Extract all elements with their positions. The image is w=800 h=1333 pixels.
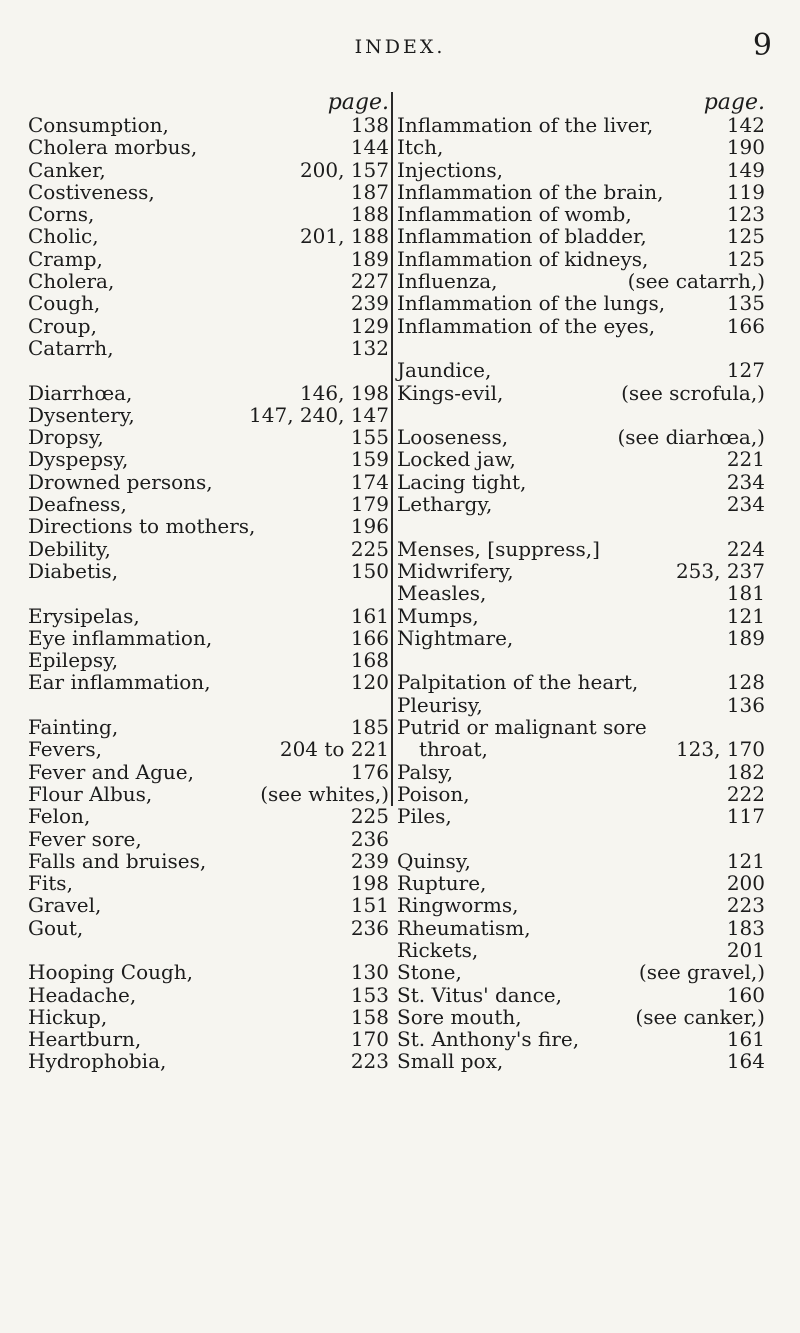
page-reference: 155 bbox=[350, 425, 389, 450]
index-term: Cramp, bbox=[28, 246, 103, 271]
index-entry bbox=[28, 203, 391, 225]
page-reference: 234 bbox=[726, 492, 765, 517]
index-term: Headache, bbox=[28, 982, 137, 1007]
page-reference: 142 bbox=[726, 113, 765, 137]
index-entry bbox=[28, 181, 391, 203]
page-number: 9 bbox=[752, 28, 772, 63]
index-term: Small pox, bbox=[397, 1049, 504, 1074]
index-entry bbox=[28, 783, 391, 805]
page-reference: 127 bbox=[726, 358, 765, 383]
index-term: Consumption, bbox=[28, 113, 169, 137]
column-divider bbox=[391, 92, 393, 806]
group-spacer bbox=[28, 694, 391, 716]
left-index-entries bbox=[28, 114, 391, 1073]
index-term: Lacing tight, bbox=[397, 469, 527, 494]
index-term: Falls and bruises, bbox=[28, 848, 207, 873]
index-term: Mumps, bbox=[397, 603, 479, 628]
left-index-column bbox=[28, 92, 391, 1073]
index-entry bbox=[397, 716, 767, 738]
index-term: Inflammation of bladder, bbox=[397, 224, 647, 249]
page-reference: 239 bbox=[350, 291, 389, 316]
page-reference: 234 bbox=[726, 469, 765, 494]
page-reference: 200 bbox=[726, 871, 765, 896]
index-entry bbox=[28, 292, 391, 314]
page-reference: 221 bbox=[726, 447, 765, 472]
index-entry bbox=[28, 560, 391, 582]
index-entry bbox=[397, 1028, 767, 1050]
page-reference: 182 bbox=[726, 759, 765, 784]
page-reference: 135 bbox=[726, 291, 765, 316]
page-column-label: page. bbox=[703, 90, 765, 115]
index-term: Palpitation of the heart, bbox=[397, 670, 639, 695]
index-entry bbox=[397, 984, 767, 1006]
index-term: Inflammation of kidneys, bbox=[397, 246, 649, 271]
page-reference: 129 bbox=[350, 313, 389, 338]
index-entry bbox=[397, 292, 767, 314]
index-entry bbox=[397, 471, 767, 493]
index-entry bbox=[28, 136, 391, 158]
index-entry bbox=[28, 605, 391, 627]
index-entry bbox=[397, 805, 767, 827]
index-term: Hydrophobia, bbox=[28, 1049, 167, 1074]
index-term: Corns, bbox=[28, 202, 95, 227]
index-term: Inflammation of the liver, bbox=[397, 113, 654, 137]
page-reference: (see canker,) bbox=[635, 1004, 765, 1029]
index-entry bbox=[28, 515, 391, 537]
index-term: Putrid or malignant sore bbox=[397, 715, 647, 740]
index-entry bbox=[28, 404, 391, 426]
index-term: throat, bbox=[419, 737, 488, 762]
running-title: INDEX. bbox=[354, 36, 446, 58]
page-reference: 164 bbox=[726, 1049, 765, 1074]
index-entry bbox=[397, 225, 767, 247]
index-entry bbox=[28, 961, 391, 983]
page-reference: 168 bbox=[350, 648, 389, 673]
page-reference: 121 bbox=[726, 603, 765, 628]
page-reference: 236 bbox=[350, 915, 389, 940]
index-entry bbox=[397, 961, 767, 983]
index-term: Dysentery, bbox=[28, 402, 135, 427]
group-spacer bbox=[397, 828, 767, 850]
index-term: Epilepsy, bbox=[28, 648, 119, 673]
group-spacer bbox=[28, 939, 391, 961]
index-entry bbox=[28, 984, 391, 1006]
index-term: Felon, bbox=[28, 804, 91, 829]
page-reference: 239 bbox=[350, 848, 389, 873]
index-entry bbox=[28, 1050, 391, 1072]
index-term: Palsy, bbox=[397, 759, 454, 784]
index-entry bbox=[397, 382, 767, 404]
index-entry bbox=[28, 738, 391, 760]
index-entry bbox=[397, 114, 767, 136]
page-reference: 153 bbox=[350, 982, 389, 1007]
index-entry bbox=[28, 382, 391, 404]
index-term: Cholera morbus, bbox=[28, 135, 198, 160]
index-entry bbox=[28, 225, 391, 247]
index-term: Dyspepsy, bbox=[28, 447, 129, 472]
page-reference: 227 bbox=[350, 269, 389, 294]
index-term: Catarrh, bbox=[28, 335, 114, 360]
index-entry bbox=[397, 738, 767, 760]
page-reference: (see catarrh,) bbox=[627, 269, 765, 294]
index-entry bbox=[397, 248, 767, 270]
page-reference: 147, 240, 147 bbox=[249, 402, 389, 427]
right-index-entries bbox=[397, 114, 767, 1073]
index-term: Looseness, bbox=[397, 425, 509, 450]
index-entry bbox=[28, 761, 391, 783]
page-reference: 151 bbox=[350, 893, 389, 918]
index-entry bbox=[397, 136, 767, 158]
page-reference: 222 bbox=[726, 781, 765, 806]
index-entry bbox=[397, 671, 767, 693]
page-reference: 146, 198 bbox=[299, 380, 389, 405]
index-term: Flour Albus, bbox=[28, 781, 153, 806]
index-term: Pleurisy, bbox=[397, 692, 483, 717]
page-reference: 196 bbox=[350, 514, 389, 539]
index-term: Gravel, bbox=[28, 893, 102, 918]
group-spacer bbox=[397, 649, 767, 671]
index-term: Injections, bbox=[397, 157, 503, 182]
page-reference: 225 bbox=[350, 804, 389, 829]
index-term: Rheumatism, bbox=[397, 915, 531, 940]
page-reference: 159 bbox=[350, 447, 389, 472]
group-spacer bbox=[28, 359, 391, 381]
page-reference: 204 to 221 bbox=[279, 737, 389, 762]
index-entry bbox=[28, 270, 391, 292]
page-reference: 117 bbox=[726, 804, 765, 829]
group-spacer bbox=[397, 404, 767, 426]
page-reference: 201 bbox=[726, 937, 765, 962]
page-reference: 189 bbox=[726, 625, 765, 650]
page-reference: (see scrofula,) bbox=[621, 380, 765, 405]
page-reference: 123 bbox=[726, 202, 765, 227]
page-reference: 200, 157 bbox=[299, 157, 389, 182]
index-term: Piles, bbox=[397, 804, 452, 829]
page-reference: 121 bbox=[726, 848, 765, 873]
index-entry bbox=[397, 270, 767, 292]
index-term: Cough, bbox=[28, 291, 101, 316]
page-reference: 160 bbox=[726, 982, 765, 1007]
index-entry bbox=[397, 694, 767, 716]
index-term: Diarrhœa, bbox=[28, 380, 133, 405]
index-entry bbox=[397, 203, 767, 225]
index-term: Drowned persons, bbox=[28, 469, 213, 494]
page-reference: 123, 170 bbox=[675, 737, 765, 762]
index-entry bbox=[397, 315, 767, 337]
index-entry bbox=[28, 538, 391, 560]
index-entry bbox=[397, 359, 767, 381]
index-term: St. Vitus' dance, bbox=[397, 982, 562, 1007]
index-entry bbox=[397, 627, 767, 649]
index-entry bbox=[28, 159, 391, 181]
page-reference: 132 bbox=[350, 335, 389, 360]
index-term: Midwrifery, bbox=[397, 558, 514, 583]
page-reference: 130 bbox=[350, 960, 389, 985]
index-term: Rupture, bbox=[397, 871, 487, 896]
group-spacer bbox=[397, 337, 767, 359]
page-reference: 188 bbox=[350, 202, 389, 227]
page-reference: 125 bbox=[726, 224, 765, 249]
page-reference: 174 bbox=[350, 469, 389, 494]
page-column-label: page. bbox=[327, 90, 389, 115]
index-entry bbox=[28, 426, 391, 448]
index-term: Rickets, bbox=[397, 937, 479, 962]
index-entry bbox=[28, 716, 391, 738]
index-term: Directions to mothers, bbox=[28, 514, 256, 539]
index-term: Stone, bbox=[397, 960, 462, 985]
page-reference: 181 bbox=[726, 581, 765, 606]
index-entry bbox=[397, 605, 767, 627]
index-entry bbox=[397, 582, 767, 604]
page-reference: 223 bbox=[350, 1049, 389, 1074]
index-term: Hooping Cough, bbox=[28, 960, 194, 985]
index-entry bbox=[397, 426, 767, 448]
page-reference: 166 bbox=[350, 625, 389, 650]
page-reference: 198 bbox=[350, 871, 389, 896]
index-term: Inflammation of womb, bbox=[397, 202, 632, 227]
page-reference: (see diarhœa,) bbox=[617, 425, 765, 450]
page-reference: 149 bbox=[726, 157, 765, 182]
index-term: Ringworms, bbox=[397, 893, 519, 918]
index-term: St. Anthony's fire, bbox=[397, 1027, 580, 1052]
index-entry bbox=[397, 894, 767, 916]
index-term: Sore mouth, bbox=[397, 1004, 522, 1029]
index-term: Influenza, bbox=[397, 269, 498, 294]
page-reference: 119 bbox=[726, 179, 765, 204]
index-term: Ear inflammation, bbox=[28, 670, 211, 695]
group-spacer bbox=[28, 582, 391, 604]
page-reference: 179 bbox=[350, 492, 389, 517]
index-term: Inflammation of the brain, bbox=[397, 179, 664, 204]
page-reference: 158 bbox=[350, 1004, 389, 1029]
index-entry bbox=[397, 939, 767, 961]
index-term: Deafness, bbox=[28, 492, 127, 517]
index-term: Diabetis, bbox=[28, 558, 119, 583]
index-term: Erysipelas, bbox=[28, 603, 140, 628]
index-entry bbox=[28, 627, 391, 649]
index-term: Inflammation of the eyes, bbox=[397, 313, 656, 338]
index-term: Fainting, bbox=[28, 715, 119, 740]
index-entry bbox=[397, 560, 767, 582]
page-reference: 144 bbox=[350, 135, 389, 160]
page-reference: 201, 188 bbox=[299, 224, 389, 249]
index-entry bbox=[28, 315, 391, 337]
page-reference: 185 bbox=[350, 715, 389, 740]
page-reference: 128 bbox=[726, 670, 765, 695]
index-term: Fevers, bbox=[28, 737, 102, 762]
index-entry bbox=[28, 917, 391, 939]
page-reference: 136 bbox=[726, 692, 765, 717]
page-reference: (see whites,) bbox=[260, 781, 389, 806]
index-term: Menses, [suppress,] bbox=[397, 536, 600, 561]
index-term: Cholic, bbox=[28, 224, 99, 249]
index-entry bbox=[397, 850, 767, 872]
page-reference: (see gravel,) bbox=[638, 960, 765, 985]
index-term: Lethargy, bbox=[397, 492, 493, 517]
index-term: Gout, bbox=[28, 915, 84, 940]
page-reference: 161 bbox=[726, 1027, 765, 1052]
index-entry bbox=[28, 805, 391, 827]
page-reference: 166 bbox=[726, 313, 765, 338]
index-entry bbox=[28, 671, 391, 693]
page-reference: 225 bbox=[350, 536, 389, 561]
page-reference: 120 bbox=[350, 670, 389, 695]
index-entry bbox=[397, 159, 767, 181]
index-term: Nightmare, bbox=[397, 625, 514, 650]
index-term: Measles, bbox=[397, 581, 487, 606]
index-term: Inflammation of the lungs, bbox=[397, 291, 666, 316]
index-entry bbox=[28, 114, 391, 136]
index-entry bbox=[397, 538, 767, 560]
index-term: Jaundice, bbox=[397, 358, 492, 383]
index-entry bbox=[397, 783, 767, 805]
index-term: Eye inflammation, bbox=[28, 625, 213, 650]
index-term: Locked jaw, bbox=[397, 447, 516, 472]
page-reference: 138 bbox=[350, 113, 389, 137]
index-term: Dropsy, bbox=[28, 425, 104, 450]
index-entry bbox=[28, 448, 391, 470]
index-entry bbox=[28, 471, 391, 493]
page-reference: 125 bbox=[726, 246, 765, 271]
index-term: Itch, bbox=[397, 135, 444, 160]
page-reference: 236 bbox=[350, 826, 389, 851]
index-entry bbox=[28, 828, 391, 850]
index-entry bbox=[28, 1006, 391, 1028]
right-index-column bbox=[397, 92, 767, 1073]
index-term: Fever and Ague, bbox=[28, 759, 194, 784]
index-entry bbox=[28, 248, 391, 270]
index-term: Hickup, bbox=[28, 1004, 108, 1029]
index-term: Poison, bbox=[397, 781, 470, 806]
index-entry bbox=[397, 1006, 767, 1028]
page-reference: 223 bbox=[726, 893, 765, 918]
index-entry bbox=[397, 448, 767, 470]
index-entry bbox=[397, 761, 767, 783]
page-reference: 170 bbox=[350, 1027, 389, 1052]
index-term: Debility, bbox=[28, 536, 111, 561]
page-reference: 161 bbox=[350, 603, 389, 628]
index-entry bbox=[397, 872, 767, 894]
index-entry bbox=[28, 894, 391, 916]
index-entry bbox=[397, 493, 767, 515]
page-reference: 253, 237 bbox=[675, 558, 765, 583]
index-term: Costiveness, bbox=[28, 179, 155, 204]
page-reference: 150 bbox=[350, 558, 389, 583]
index-term: Fever sore, bbox=[28, 826, 142, 851]
index-term: Fits, bbox=[28, 871, 73, 896]
index-term: Kings-evil, bbox=[397, 380, 504, 405]
index-entry bbox=[28, 850, 391, 872]
page-header bbox=[0, 0, 800, 76]
index-entry bbox=[397, 1050, 767, 1072]
index-term: Quinsy, bbox=[397, 848, 471, 873]
page-reference: 187 bbox=[350, 179, 389, 204]
group-spacer bbox=[397, 515, 767, 537]
index-term: Canker, bbox=[28, 157, 106, 182]
page-reference: 189 bbox=[350, 246, 389, 271]
index-entry bbox=[28, 1028, 391, 1050]
page-reference: 183 bbox=[726, 915, 765, 940]
index-entry bbox=[28, 872, 391, 894]
index-term: Cholera, bbox=[28, 269, 115, 294]
index-term: Heartburn, bbox=[28, 1027, 142, 1052]
page-reference: 224 bbox=[726, 536, 765, 561]
index-entry bbox=[28, 493, 391, 515]
index-entry bbox=[397, 917, 767, 939]
index-entry bbox=[397, 181, 767, 203]
index-entry bbox=[28, 337, 391, 359]
page-reference: 190 bbox=[726, 135, 765, 160]
index-entry bbox=[28, 649, 391, 671]
page-reference: 176 bbox=[350, 759, 389, 784]
index-term: Croup, bbox=[28, 313, 97, 338]
